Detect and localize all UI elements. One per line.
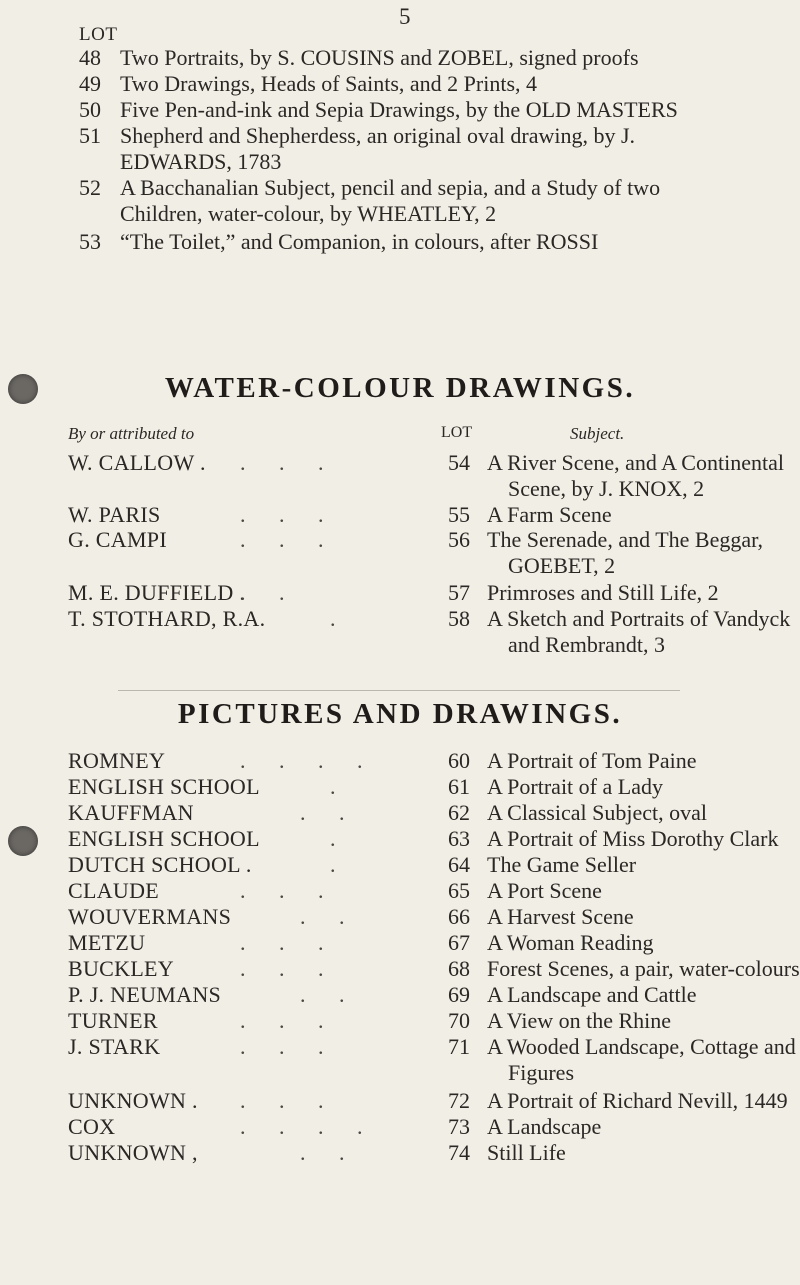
leader-dots: . . . bbox=[240, 1034, 338, 1059]
subject: A View on the Rhine bbox=[487, 1008, 672, 1033]
leader-dots: . . . bbox=[240, 1008, 338, 1033]
lot-number: 58 bbox=[448, 606, 470, 631]
lot-number: 60 bbox=[448, 748, 470, 773]
lot-number: 66 bbox=[448, 904, 470, 929]
leader-dots: . . . . bbox=[240, 1114, 377, 1139]
leader-dots: . bbox=[330, 774, 350, 799]
leader-dots: . . . bbox=[240, 527, 338, 552]
leader-dots: . bbox=[330, 606, 350, 631]
lot-number: 56 bbox=[448, 527, 470, 552]
lot-column-label: LOT bbox=[79, 24, 118, 45]
artist-name: BUCKLEY bbox=[68, 956, 174, 981]
subject: A Wooded Landscape, Cottage and bbox=[487, 1034, 796, 1059]
leader-dots: . . bbox=[300, 982, 359, 1007]
leader-dots: . . bbox=[300, 1140, 359, 1165]
section-heading-watercolour: WATER-COLOUR DRAWINGS. bbox=[164, 372, 636, 404]
artist-name: W. PARIS bbox=[68, 502, 161, 527]
lot-number: 67 bbox=[448, 930, 470, 955]
lot-number: 72 bbox=[448, 1088, 470, 1113]
subject: Still Life bbox=[487, 1140, 566, 1165]
lot-number: 51 bbox=[79, 123, 101, 148]
subject-continued: and Rembrandt, 3 bbox=[508, 632, 666, 657]
artist-name: ROMNEY bbox=[68, 748, 166, 773]
leader-dots: . bbox=[330, 826, 350, 851]
artist-name: ENGLISH SCHOOL bbox=[68, 826, 260, 851]
subject-continued: GOEBET, 2 bbox=[508, 553, 616, 578]
leader-dots: . . . bbox=[240, 878, 338, 903]
column-header-subject: Subject. bbox=[570, 424, 625, 443]
leader-dots: . . . bbox=[240, 450, 338, 475]
subject: A Woman Reading bbox=[487, 930, 654, 955]
subject: A Farm Scene bbox=[487, 502, 612, 527]
subject: A Sketch and Portraits of Vandyck bbox=[487, 606, 791, 631]
leader-dots: . . . bbox=[240, 956, 338, 981]
subject: A Port Scene bbox=[487, 878, 602, 903]
artist-name: UNKNOWN , bbox=[68, 1140, 198, 1165]
lot-number: 54 bbox=[448, 450, 470, 475]
lot-description: Two Drawings, Heads of Saints, and 2 Prints, 4 bbox=[120, 71, 538, 96]
artist-name: COX bbox=[68, 1114, 116, 1139]
subject: The Serenade, and The Beggar, bbox=[487, 527, 764, 552]
lot-number: 74 bbox=[448, 1140, 470, 1165]
subject: A Landscape bbox=[487, 1114, 602, 1139]
lot-description: A Bacchanalian Subject, pencil and sepia, and a Study of two bbox=[120, 175, 661, 200]
lot-number: 50 bbox=[79, 97, 101, 122]
leader-dots: . . bbox=[300, 904, 359, 929]
lot-number: 61 bbox=[448, 774, 470, 799]
leader-dots: . . . . bbox=[240, 748, 377, 773]
lot-number: 71 bbox=[448, 1034, 470, 1059]
subject: A Portrait of Miss Dorothy Clark bbox=[487, 826, 779, 851]
subject: Primroses and Still Life, 2 bbox=[487, 580, 719, 605]
subject: A Classical Subject, oval bbox=[487, 800, 707, 825]
artist-name: T. STOTHARD, R.A. bbox=[68, 606, 266, 631]
leader-dots: . . . bbox=[240, 930, 338, 955]
subject: A Landscape and Cattle bbox=[487, 982, 697, 1007]
lot-description: Two Portraits, by S. COUSINS and ZOBEL, signed proofs bbox=[120, 45, 639, 70]
leader-dots: . . . bbox=[240, 502, 338, 527]
artist-name: W. CALLOW . bbox=[68, 450, 206, 475]
subject: The Game Seller bbox=[487, 852, 637, 877]
lot-number: 69 bbox=[448, 982, 470, 1007]
lot-number: 49 bbox=[79, 71, 101, 96]
artist-name: UNKNOWN . bbox=[68, 1088, 198, 1113]
lot-description-continued: Children, water-colour, by WHEATLEY, 2 bbox=[120, 201, 497, 226]
column-header-lot: LOT bbox=[441, 424, 473, 441]
subject: A River Scene, and A Continental bbox=[487, 450, 784, 475]
leader-dots: . bbox=[330, 852, 350, 877]
section-heading-pictures: PICTURES AND DRAWINGS. bbox=[177, 698, 623, 730]
artist-name: METZU bbox=[68, 930, 146, 955]
lot-number: 62 bbox=[448, 800, 470, 825]
lot-description: “The Toilet,” and Companion, in colours, after ROSSI bbox=[120, 229, 599, 254]
subject: A Portrait of Richard Nevill, 1449 bbox=[487, 1088, 788, 1113]
subject: A Portrait of Tom Paine bbox=[487, 748, 697, 773]
lot-number: 65 bbox=[448, 878, 470, 903]
artist-name: CLAUDE bbox=[68, 878, 160, 903]
lot-description: Five Pen-and-ink and Sepia Drawings, by the OLD MASTERS bbox=[120, 97, 678, 122]
column-header-artist: By or attributed to bbox=[68, 424, 195, 443]
subject-continued: Figures bbox=[508, 1060, 574, 1085]
lot-number: 57 bbox=[448, 580, 470, 605]
lot-number: 63 bbox=[448, 826, 470, 851]
subject-continued: Scene, by J. KNOX, 2 bbox=[508, 476, 705, 501]
lot-description-continued: EDWARDS, 1783 bbox=[120, 149, 282, 174]
page-number: 5 bbox=[399, 4, 411, 29]
artist-name: KAUFFMAN bbox=[68, 800, 194, 825]
leader-dots: . . bbox=[300, 800, 359, 825]
leader-dots: . . bbox=[240, 580, 299, 605]
lot-number: 68 bbox=[448, 956, 470, 981]
lot-description: Shepherd and Shepherdess, an original oval drawing, by J. bbox=[120, 123, 636, 148]
artist-name: J. STARK bbox=[68, 1034, 161, 1059]
lot-number: 73 bbox=[448, 1114, 470, 1139]
lot-number: 70 bbox=[448, 1008, 470, 1033]
subject: A Harvest Scene bbox=[487, 904, 634, 929]
section-divider bbox=[118, 690, 680, 691]
artist-name: TURNER bbox=[68, 1008, 158, 1033]
binder-hole-bottom bbox=[8, 826, 38, 856]
artist-name: WOUVERMANS bbox=[68, 904, 232, 929]
artist-name: M. E. DUFFIELD . bbox=[68, 580, 246, 605]
lot-number: 53 bbox=[79, 229, 101, 254]
artist-name: G. CAMPI bbox=[68, 527, 167, 552]
lot-number: 64 bbox=[448, 852, 470, 877]
subject: Forest Scenes, a pair, water-colours bbox=[487, 956, 800, 981]
artist-name: DUTCH SCHOOL . bbox=[68, 852, 252, 877]
lot-number: 48 bbox=[79, 45, 101, 70]
leader-dots: . . . bbox=[240, 1088, 338, 1113]
subject: A Portrait of a Lady bbox=[487, 774, 663, 799]
artist-name: ENGLISH SCHOOL bbox=[68, 774, 260, 799]
lot-number: 55 bbox=[448, 502, 470, 527]
artist-name: P. J. NEUMANS bbox=[68, 982, 222, 1007]
lot-number: 52 bbox=[79, 175, 101, 200]
